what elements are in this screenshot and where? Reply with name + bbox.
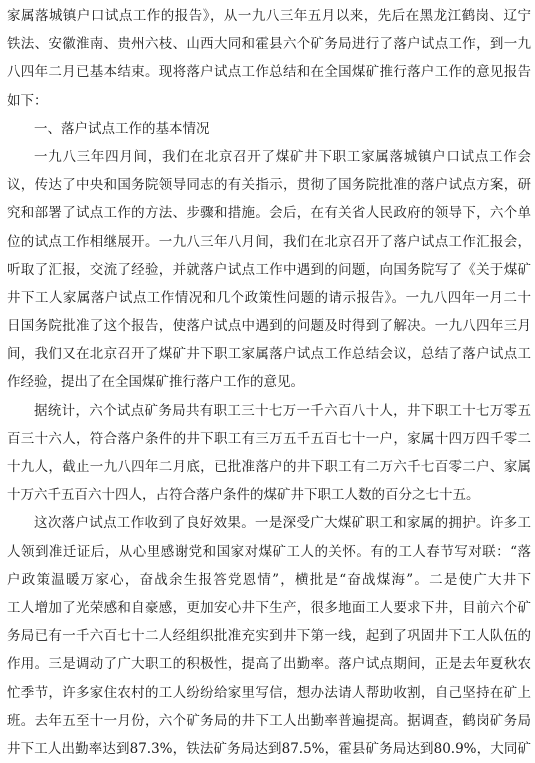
paragraph-process (7, 143, 531, 397)
text-line: 十万六千五百六十四人，占符合落户条件的煤矿井下职工人数的百分之七十五。 (7, 487, 480, 504)
text-line: 工人增加了光荣感和自豪感，更加安心井下生产，很多地面工人要求下井，目前六个矿 (7, 599, 531, 616)
text-line: 日国务院批准了这个报告，使落户试点中遇到的问题及时得到了解决。一九八四年三月 (7, 318, 531, 335)
text-line: 如下： (7, 92, 48, 109)
text-line: 究和部署了试点工作的方法、步骤和措施。会后，在有关省人民政府的领导下，六个单 (7, 205, 531, 222)
text-line: 十九人，截止一九八四年二月底，已批准落户的井下职工有二万六千七百零二户、家属 (7, 459, 531, 475)
text-line: 人领到准迁证后，从心里感谢党和国家对煤矿工人的关怀。有的工人春节写对联：“落 (7, 543, 531, 560)
text-line: 位的试点工作相继展开。一九八三年八月间，我们在北京召开了落户试点工作汇报会， (7, 233, 531, 250)
paragraph-statistics (7, 397, 531, 510)
text-line: 间，我们又在北京召开了煤矿井下职工家属落户试点工作总结会议，总结了落户试点工 (7, 346, 531, 363)
text-line: 井下工人家属落户试点工作情况和几个政策性问题的请示报告》。一九八四年一月二十 (7, 289, 531, 306)
text-line: 作用。三是调动了广大职工的积极性，提高了出勤率。落户试点期间，正是去年夏秋农 (7, 656, 531, 673)
text-line: 班。去年五至十一月份，六个矿务局的井下工人出勤率普遍提高。据调查，鹤岗矿务局 (7, 712, 531, 729)
text-line: 家属落城镇户口试点工作的报告》，从一九八三年五月以来，先后在黑龙江鹤岗、辽宁 (7, 8, 531, 24)
text-line: 户政策温暖万家心，奋战余生报答党恩情”，横批是“奋战煤海”。二是使广大井下 (7, 571, 531, 588)
text-line: 八四年二月已基本结束。现将落户试点工作总结和在全国煤矿推行落户工作的意见报告 (7, 64, 531, 81)
text-line: 听取了汇报，交流了经验，并就落户试点工作中遇到的问题，向国务院写了《关于煤矿 (7, 261, 531, 278)
paragraph-intro (7, 2, 531, 115)
section-heading: 一、落户试点工作的基本情况 (34, 120, 210, 137)
text-line: 这次落户试点工作收到了良好效果。一是深受广大煤矿职工和家属的拥护。许多工 (34, 515, 531, 532)
text-line: 百三十六人，符合落户条件的井下职工有三万五千五百七十一户，家属十四万四千零二 (7, 430, 531, 447)
text-line: 议，传达了中央和国务院领导同志的有关指示，贯彻了国务院批准的落户试点方案，研 (7, 177, 531, 194)
text-line: 铁法、安徽淮南、贵州六枝、山西大同和霍县六个矿务局进行了落户试点工作，到一九 (7, 36, 531, 53)
text-line: 作经验，提出了在全国煤矿推行落户工作的意见。 (7, 374, 304, 391)
text-line: 井下工人出勤率达到87.3%，铁法矿务局达到87.5%，霍县矿务局达到80.9%，大同矿 (7, 740, 531, 757)
document-page (7, 2, 531, 763)
paragraph-results (7, 509, 531, 763)
text-line: 据统计，六个试点矿务局共有职工三十七万一千六百八十人，井下职工十七万零五 (34, 402, 531, 419)
text-line: 忙季节，许多家住农村的工人纷纷给家里写信，想办法请人帮助收割，自己坚持在矿上 (7, 684, 531, 701)
text-line: 一九八三年四月间，我们在北京召开了煤矿井下职工家属落城镇户口试点工作会 (34, 148, 531, 165)
text-line: 务局已有一千六百七十二人经组织批准充实到井下第一线，起到了巩固井下工人队伍的 (7, 628, 531, 645)
